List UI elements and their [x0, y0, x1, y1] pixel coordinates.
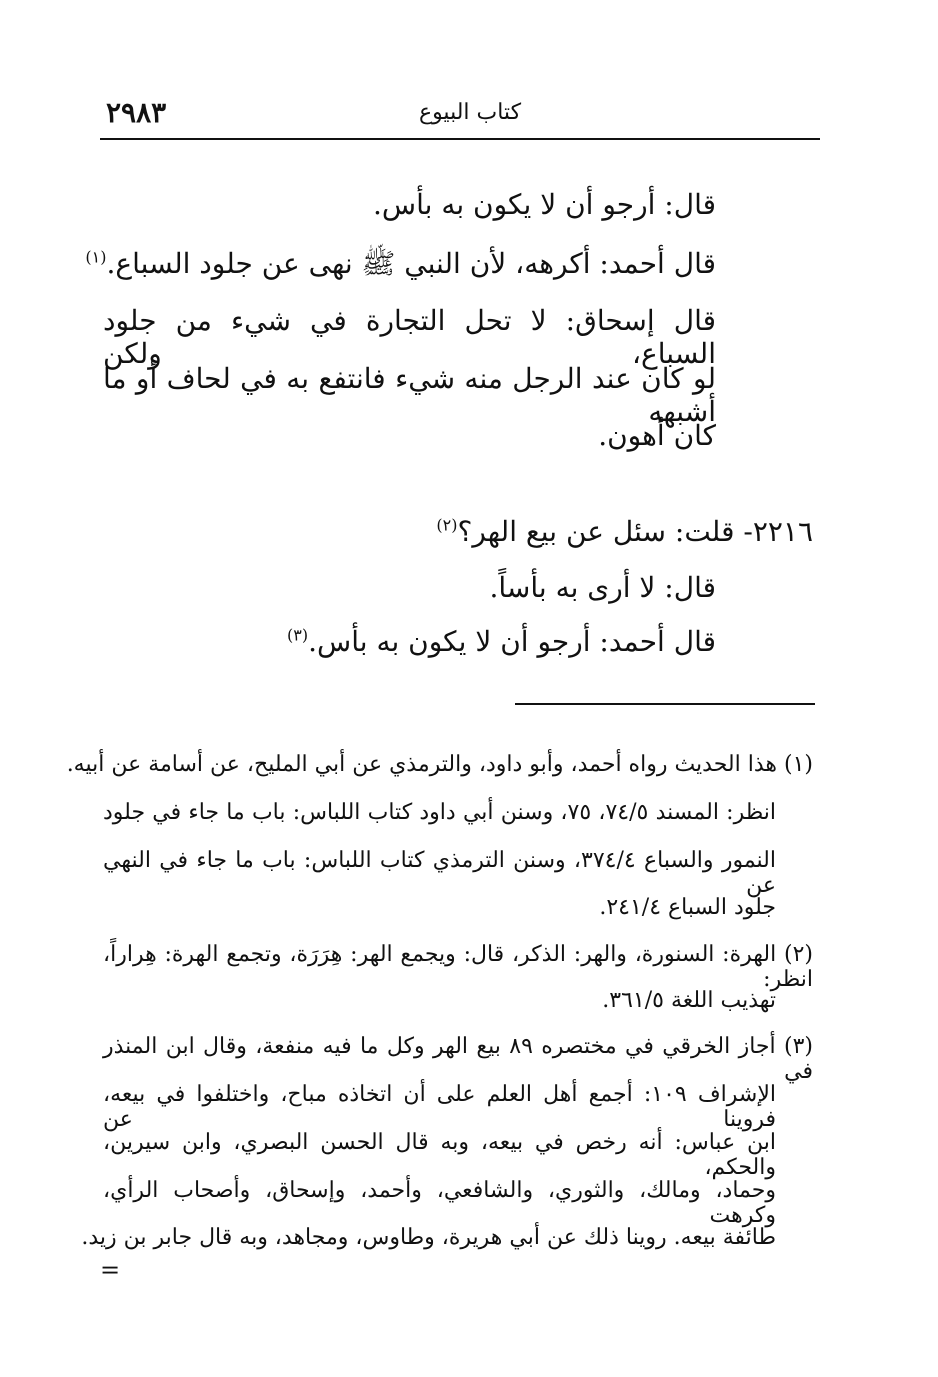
- footnote-1-line-3: النمور والسباع ٣٧٤/٤، وسنن الترمذي كتاب اللباس: باب ما جاء في النهي عن: [103, 848, 777, 898]
- footnote-2-mark: (٢): [783, 942, 813, 967]
- footnote-3-text: أجاز الخرقي في مختصره ٨٩ بيع الهر وكل ما فيه منفعة، وقال ابن المنذر في: [103, 1034, 813, 1084]
- footnote-1-mark: (١): [783, 752, 813, 777]
- entry-number: ٢٢١٦-: [743, 515, 813, 548]
- entry-ahmad: [287, 625, 716, 658]
- body-line-4: لو كان عند الرجل منه شيء فانتفع به في لحاف أو ما أشبهه: [103, 362, 716, 428]
- note-mark-3: (٣): [287, 625, 309, 645]
- entry-answer: قال: لا أرى به بأساً.: [489, 571, 716, 604]
- body-line-2: [85, 247, 716, 287]
- entry-2216: [436, 515, 813, 548]
- note-mark-2: (٢): [436, 515, 458, 535]
- footnote-divider: [515, 703, 815, 705]
- body-line-2-text: قال أحمد: أكرهه، لأن النبي ﷺ نهى عن جلود السباع.: [106, 247, 716, 280]
- footnote-3-line-5: طائفة بيعه. روينا ذلك عن أبي هريرة، وطاوس، ومجاهد، وبه قال جابر بن زيد.: [81, 1225, 776, 1250]
- book-title: كتاب البيوع: [418, 100, 522, 125]
- footnote-3-line-1: [103, 1034, 813, 1084]
- note-mark-1: (١): [85, 247, 107, 267]
- footnote-3-line-3: ابن عباس: أنه رخص في بيعه، وبه قال الحسن البصري، وابن سيرين، والحكم،: [103, 1130, 776, 1180]
- footnote-2-line-1: [103, 942, 813, 992]
- footnote-3-line-2: الإشراف ١٠٩: أجمع أهل العلم على أن اتخاذه مباح، واختلفوا في بيعه، فروينا عن: [103, 1082, 776, 1132]
- continuation-mark: =: [100, 1256, 121, 1284]
- body-line-1: قال: أرجو أن لا يكون به بأس.: [373, 188, 716, 221]
- entry-question: قلت: سئل عن بيع الهر؟: [457, 515, 735, 548]
- entry-ahmad-text: قال أحمد: أرجو أن لا يكون به بأس.: [308, 625, 716, 658]
- footnote-1-line-2: انظر: المسند ٧٤/٥، ٧٥، وسنن أبي داود كتاب اللباس: باب ما جاء في جلود: [103, 800, 776, 825]
- footnote-1-line-1: [67, 752, 813, 777]
- header-divider: [100, 138, 820, 140]
- footnote-3-line-4: وحماد، ومالك، والثوري، والشافعي، وأحمد، وإسحاق، وأصحاب الرأي، وكرهت: [103, 1178, 776, 1228]
- footnote-3-mark: (٣): [784, 1034, 814, 1059]
- body-line-3: قال إسحاق: لا تحل التجارة في شيء من جلود السباع، ولكن: [103, 304, 716, 370]
- footnote-1-text: هذا الحديث رواه أحمد، وأبو داود، والترمذي عن أبي المليح، عن أسامة عن أبيه.: [66, 752, 777, 777]
- footnote-2-text: الهرة: السنورة، والهر: الذكر، قال: ويجمع الهر: هِرَرَة، وتجمع الهرة: هِراراً، انظر:: [103, 942, 813, 992]
- footnote-2-line-2: تهذيب اللغة ٣٦١/٥.: [602, 988, 776, 1013]
- footnote-1-line-4: جلود السباع ٢٤١/٤.: [599, 895, 776, 920]
- page-number: ٢٩٨٣: [106, 96, 167, 129]
- body-line-5: كان أهون.: [598, 419, 716, 452]
